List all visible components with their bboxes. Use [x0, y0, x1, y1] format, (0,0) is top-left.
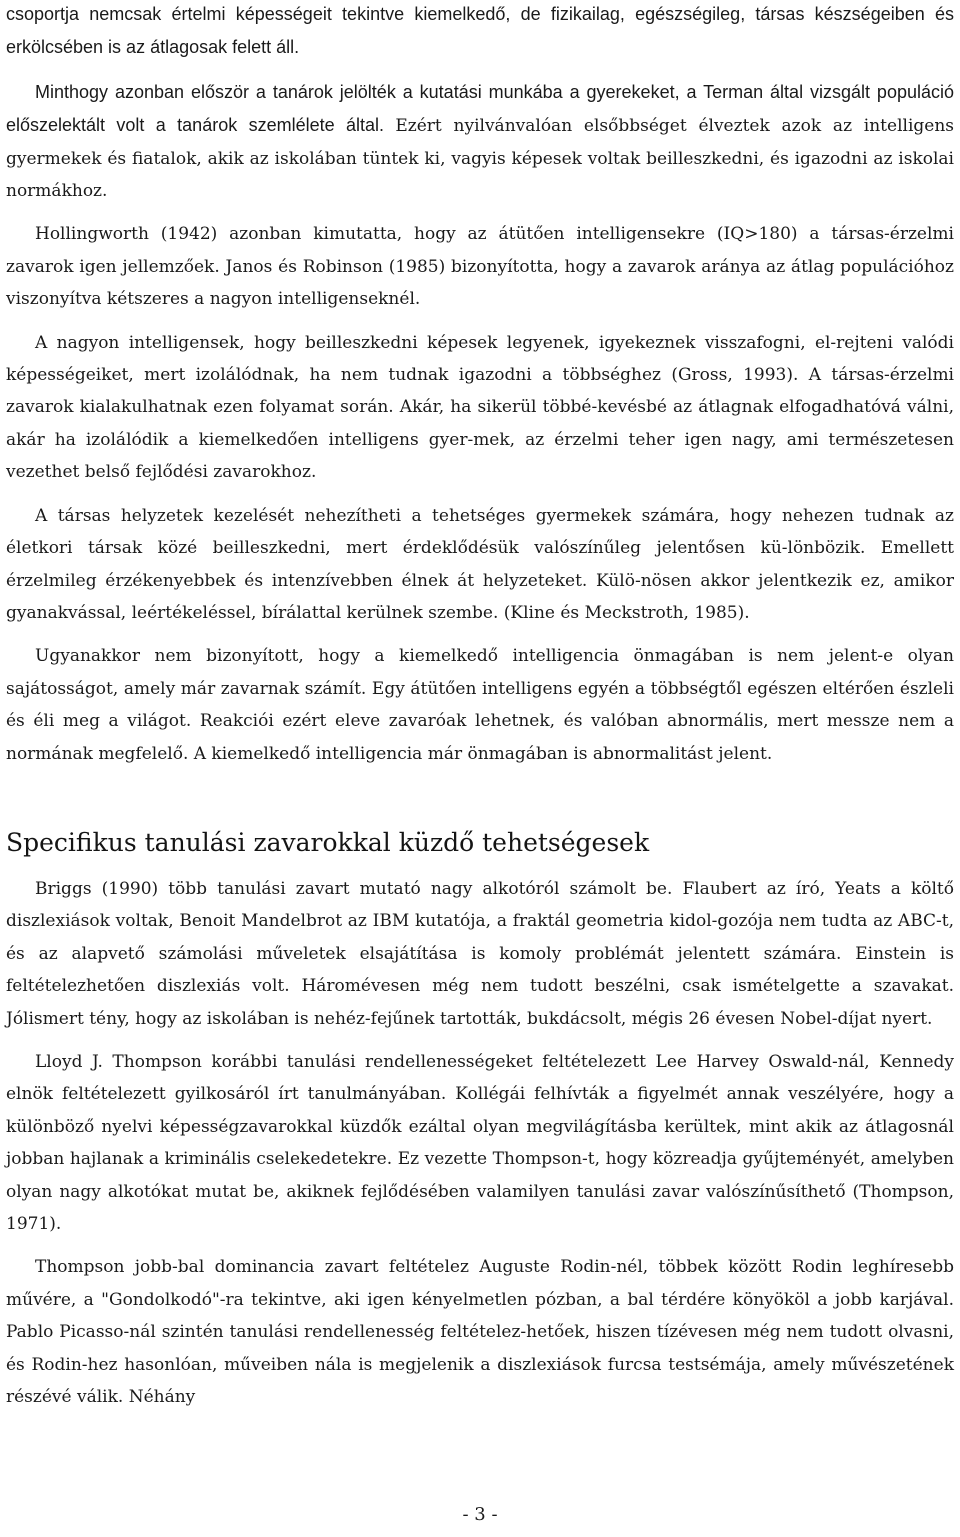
text-run: Ezért nyilvánvalóan elsőbbséget élveztek azok az intelligens gyermekek és fiatalok, akik az iskolában tüntek ki, vagyis képesek voltak beilleszkedni, és igazodni az iskolai normákhoz.: [6, 116, 954, 202]
text-run: Thompson jobb-bal dominancia zavart feltételez Auguste Rodin-nél, többek között Rodin leghíresebb művére, a "Gondolkodó"-ra tekintve, aki igen kényelmetlen pózban, a bal térdére könyököl a jobb karjával. Pablo Picasso-nál szintén tanulási rendellenesség feltételez-hetőek, hiszen tízévesen még nem tudott olvasni, és Rodin-hez hasonlóan, műveiben nála is megjelenik a diszlexiások furcsa testsémája, amely művészetének részévé válik. Néhány: [6, 1257, 954, 1408]
paragraph-terman-continued: [6, 0, 954, 65]
section-heading: Specifikus tanulási zavarokkal küzdő tehetségesek: [6, 827, 650, 857]
text-run: Briggs (1990) több tanulási zavart mutató nagy alkotóról számolt be. Flaubert az író, Yeats a költő diszlexiások voltak, Benoit Mandelbrot az IBM kutatója, a fraktál geometria kidol-gozója nem tudta az ABC-t, és az alapvető számolási műveletek elsajátítása is komoly problémát jelentett számára. Einstein is feltételezhetően diszlexiás volt. Háromévesen még nem tudott beszélni, csak ismételgette a szavakat. Jólismert tény, hogy az iskolában is nehéz-fejűnek tartották, bukdácsolt, mégis 26 évesen Nobel-díjat nyert.: [6, 878, 954, 1029]
page-number: - 3 -: [462, 1504, 498, 1525]
text-run: A társas helyzetek kezelését nehezítheti a tehetséges gyermekek számára, hogy nehezen tudnak az életkori társak közé beilleszkedni, mert érdeklődésük valószínűleg jelentősen kü-lönbözik. Emellett érzelmileg érzékenyebbek és intenzívebben élnek át helyzeteket. Külö-nösen akkor jelentkezik ez, amikor gyanakvással, leértékeléssel, bírálattal kerülnek szembe. (Kline és Meckstroth, 1985).: [6, 505, 954, 623]
text-run: A nagyon intelligensek, hogy beilleszkedni képesek legyenek, igyekeznek visszafogni, el-rejteni valódi képességeiket, mert izolálódnak, ha nem tudnak igazodni a többséghez (Gross, 1993). A társas-érzelmi zavarok kialakulhatnak ezen folyamat során. Akár, ha sikerül többé-kevésbé az átlagnak elfogadhatóvá válni, akár ha izolálódik a kiemelkedően intelligens gyer-mek, az érzelmi teher igen nagy, ami természetesen vezethet belső fejlődési zavarokhoz.: [6, 332, 954, 483]
paragraph-hollingworth: [6, 218, 954, 315]
paragraph-preselected-population: [6, 76, 954, 208]
document-page: [6, 0, 954, 1424]
paragraph-abnormality: [6, 640, 954, 770]
paragraph-briggs: [6, 873, 954, 1035]
paragraph-rodin-picasso: [6, 1251, 954, 1413]
paragraph-very-intelligent: [6, 327, 954, 489]
text-run: Minthogy azonban először a tanárok jelölték a kutatási munkába a gyerekeket, a Terman által vizsgált populáció előszelektált volt a tanárok szemlélete által.: [6, 81, 954, 136]
text-run: Lloyd J. Thompson korábbi tanulási rendellenességeket feltételezett Lee Harvey Oswald-nál, Kennedy elnök feltételezett gyilkosáról írt tanulmányában. Kollégái felhívták a figyelmét annak veszélyére, hogy a különböző nyelvi képességzavarokkal küzdők ezáltal olyan megvilágításba kerültek, mint akik az átlagosnál jobban hajlanak a kriminális cselekedetekre. Ez vezette Thompson-t, hogy közreadja gyűjteményét, amelyben olyan nagy alkotókat mutat be, akiknek fejlődésében valamilyen tanulási zavar valószínűsíthető (Thompson, 1971).: [6, 1051, 954, 1234]
text-run: Hollingworth (1942) azonban kimutatta, hogy az átütően intelligensekre (IQ>180) a társas-érzelmi zavarok igen jellemzőek. Janos és Robinson (1985) bizonyította, hogy a zavarok aránya az átlag populációhoz viszonyítva kétszeres a nagyon intelligenseknél.: [6, 224, 954, 310]
text-run: csoportja nemcsak értelmi képességeit tekintve kiemelkedő, de fizikailag, egészségileg, társas készségeiben és erkölcsében is az átlagosak felett áll.: [6, 4, 954, 58]
paragraph-social-situations: [6, 500, 954, 630]
text-run: Ugyanakkor nem bizonyított, hogy a kiemelkedő intelligencia önmagában is nem jelent-e olyan sajátosságot, amely már zavarnak számít. Egy átütően intelligens egyén a többségtől egészen eltérően észleli és éli meg a világot. Reakciói ezért eleve zavaróak lehetnek, és valóban abnormális, mert messze nem a normának megfelelő. A kiemelkedő intelligencia már önmagában is abnormalitást jelent.: [6, 646, 954, 764]
paragraph-lloyd-thompson: [6, 1046, 954, 1240]
